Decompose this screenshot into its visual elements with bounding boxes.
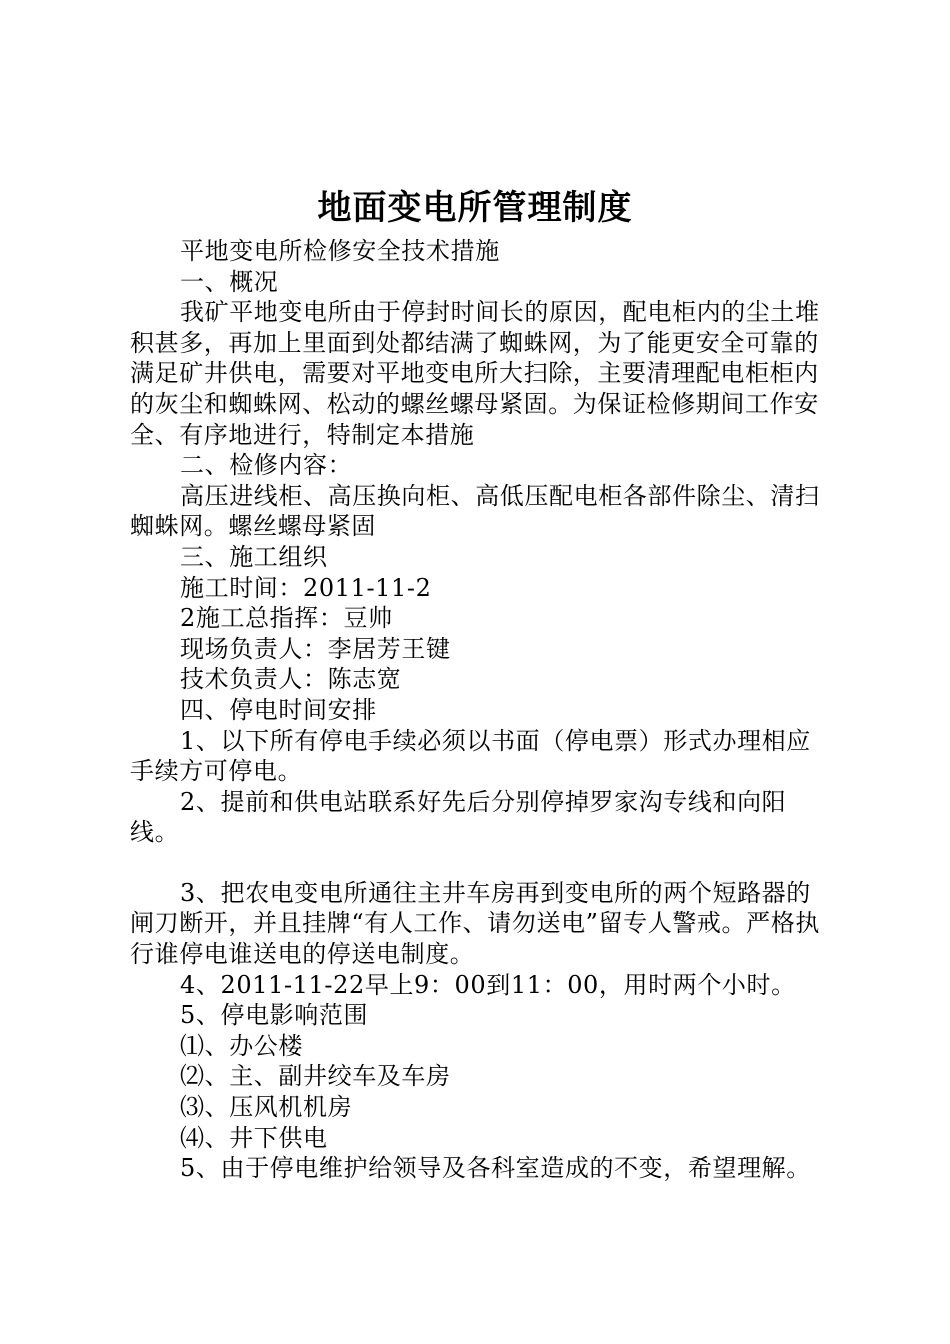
body-line: 2施工总指挥：豆帅: [180, 604, 393, 633]
body-line: 现场负责人：李居芳王键: [180, 634, 451, 663]
section-heading: 三、施工组织: [180, 542, 328, 571]
section-heading: 二、检修内容：: [180, 451, 353, 480]
body-line: 4、2011-11-22早上9：00到11：00，用时两个小时。: [180, 970, 796, 999]
list-item: ⑴、办公楼: [180, 1031, 303, 1060]
body-paragraph: 3、把农电变电所通往主井车房再到变电所的两个短路器的闸刀断开，并且挂牌“有人工作、请勿送电”留专人警戒。严格执行谁停电谁送电的停送电制度。: [130, 878, 820, 969]
body-line: 施工时间：2011-11-2: [180, 573, 432, 602]
body-line: 5、停电影响范围: [180, 1001, 369, 1030]
section-heading: 四、停电时间安排: [180, 695, 377, 724]
list-item: ⑷、井下供电: [180, 1123, 328, 1152]
list-item: ⑶、压风机机房: [180, 1093, 353, 1122]
list-item: ⑵、主、副井绞车及车房: [180, 1062, 451, 1091]
body-paragraph: 1、以下所有停电手续必须以书面（停电票）形式办理相应手续方可停电。: [130, 726, 811, 786]
body-line: 技术负责人：陈志宽: [180, 665, 402, 694]
body-paragraph: 2、提前和供电站联系好先后分别停掉罗家沟专线和向阳线。: [130, 787, 787, 847]
body-paragraph: 我矿平地变电所由于停封时间长的原因，配电柜内的尘土堆积甚多，再加上里面到处都结满了蜘蛛网，为了能更安全可靠的满足矿井供电，需要对平地变电所大扫除，主要清理配电柜柜内的灰尘和蜘蛛网、松动的螺丝螺母紧固。为保证检修期间工作安全、有序地进行，特制定本措施: [130, 298, 820, 449]
document-body: [130, 236, 835, 1184]
body-paragraph: 高压进线柜、高压换向柜、高低压配电柜各部件除尘、清扫蜘蛛网。螺丝螺母紧固: [130, 481, 820, 541]
body-line: 5、由于停电维护给领导及各科室造成的不变，希望理解。: [180, 1154, 811, 1183]
section-heading: 平地变电所检修安全技术措施: [180, 237, 500, 265]
document-title: 地面变电所管理制度: [317, 188, 633, 228]
section-heading: 一、概况: [180, 267, 279, 296]
